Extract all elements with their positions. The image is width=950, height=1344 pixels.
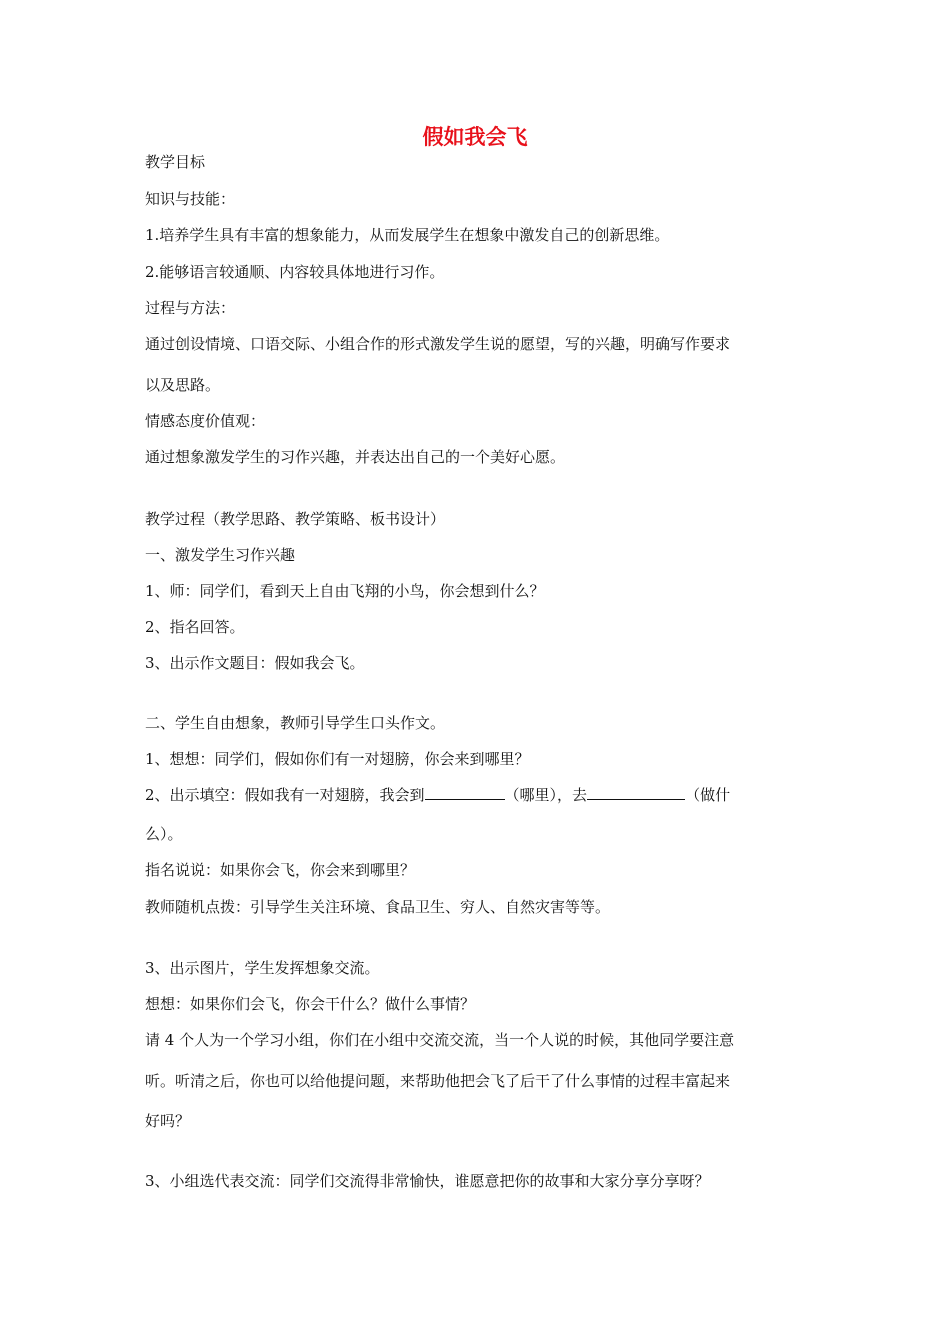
- subheading-emotion-values: 情感态度价值观：: [145, 412, 266, 430]
- list-item: 3、出示图片，学生发挥想象交流。: [145, 959, 380, 977]
- fill-in-line: [145, 785, 815, 805]
- part-heading-1: 一、激发学生习作兴趣: [145, 546, 296, 564]
- list-item: 1、想想：同学们，假如你们有一对翅膀，你会来到哪里？: [145, 750, 530, 768]
- paragraph-line: 请 4 个人为一个学习小组，你们在小组中交流交流，当一个人说的时候，其他同学要注意: [145, 1031, 735, 1049]
- fill-in-prefix: 2、出示填空：假如我有一对翅膀，我会到: [145, 786, 425, 804]
- fill-blank-where: [425, 785, 505, 800]
- section-heading-teaching-goals: 教学目标: [145, 153, 206, 171]
- paragraph-line: 通过想象激发学生的习作兴趣，并表达出自己的一个美好心愿。: [145, 448, 566, 466]
- paragraph-line: 通过创设情境、口语交际、小组合作的形式激发学生说的愿望，写的兴趣，明确写作要求: [145, 335, 731, 353]
- list-item: 2、指名回答。: [145, 618, 245, 636]
- subheading-process-method: 过程与方法：: [145, 299, 236, 317]
- list-item: 3、小组选代表交流：同学们交流得非常愉快，谁愿意把你的故事和大家分享分享呀？: [145, 1172, 710, 1190]
- part-heading-2: 二、学生自由想象，教师引导学生口头作文。: [145, 714, 446, 732]
- fill-in-middle: （哪里），去: [504, 786, 588, 804]
- paragraph-line: 想想：如果你们会飞，你会干什么？做什么事情？: [145, 995, 476, 1013]
- paragraph-line: 好吗？: [145, 1112, 191, 1130]
- paragraph-line: 听。听清之后，你也可以给他提问题，来帮助他把会飞了后干了什么事情的过程丰富起来: [145, 1072, 731, 1090]
- subheading-knowledge-skills: 知识与技能：: [145, 190, 236, 208]
- section-heading-teaching-process: 教学过程（教学思路、教学策略、板书设计）: [145, 510, 446, 528]
- list-item: 3、出示作文题目：假如我会飞。: [145, 654, 365, 672]
- fill-in-suffix: （做什: [685, 786, 731, 804]
- paragraph-line: 以及思路。: [145, 376, 221, 394]
- paragraph-line: 教师随机点拨：引导学生关注环境、食品卫生、穷人、自然灾害等等。: [145, 898, 611, 916]
- document-title: 假如我会飞: [422, 125, 528, 149]
- fill-blank-what: [587, 785, 685, 800]
- paragraph-line: 指名说说：如果你会飞，你会来到哪里？: [145, 861, 416, 879]
- paragraph-line: 么）。: [145, 825, 183, 843]
- goal-item-2: 2.能够语言较通顺、内容较具体地进行习作。: [145, 263, 445, 281]
- goal-item-1: 1.培养学生具有丰富的想象能力，从而发展学生在想象中激发自己的创新思维。: [145, 226, 670, 244]
- list-item: 1、师：同学们，看到天上自由飞翔的小鸟，你会想到什么？: [145, 582, 545, 600]
